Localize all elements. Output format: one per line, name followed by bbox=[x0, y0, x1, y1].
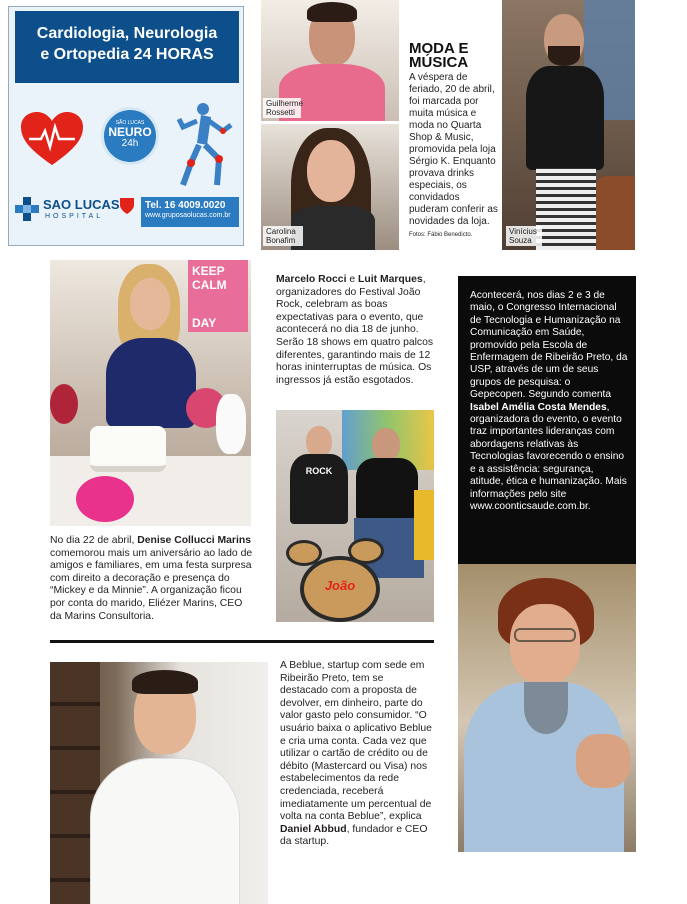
yellow-chair bbox=[414, 490, 434, 560]
ad-headline-line2: e Ortopedia 24 HORAS bbox=[40, 46, 214, 63]
man-hair bbox=[132, 670, 198, 694]
man-hair bbox=[307, 2, 357, 22]
moda-title-line1: MODA E bbox=[409, 40, 469, 57]
photo-guilherme bbox=[261, 0, 399, 121]
section-divider bbox=[50, 640, 434, 643]
glasses bbox=[514, 628, 576, 642]
tom-drum-2 bbox=[348, 538, 384, 564]
ad-website[interactable]: www.gruposaolucas.com.br bbox=[145, 212, 231, 219]
neuro-hours-label: 24h bbox=[121, 138, 139, 149]
shield-icon bbox=[119, 197, 135, 215]
hospital-brand-name: SAO LUCAS bbox=[43, 197, 120, 212]
armchair bbox=[596, 176, 635, 250]
man-left-shirt bbox=[290, 454, 348, 524]
rock-name-2: Luit Marques bbox=[358, 274, 423, 285]
birthday-cake bbox=[90, 426, 166, 472]
moda-title-line2: MÚSICA bbox=[409, 54, 469, 71]
caption-guilherme: Guilherme Rossetti bbox=[263, 98, 301, 118]
black-shirt bbox=[526, 66, 604, 170]
photo-credit: Fotos: Fábio Benedicto. bbox=[409, 232, 473, 238]
woman-face bbox=[130, 278, 170, 330]
hospital-logo-icon bbox=[15, 197, 39, 221]
photo-vinicius bbox=[502, 0, 635, 250]
woman-face bbox=[510, 604, 580, 684]
keep-calm-sign-text-2: DAY bbox=[192, 316, 217, 330]
rock-text: , organizadores do Festival João Rock, celebram as boas expectativas para o evento, que acontecerá no dia 18 de junho. Serão 18 shows em quatro palcos diferentes, garantindo mais de 12 horas ininterruptas de música. Os ingressos já estão esgotados. bbox=[276, 274, 434, 386]
congresso-article bbox=[470, 290, 628, 513]
gesturing-hand bbox=[576, 734, 630, 788]
beblue-article bbox=[280, 660, 434, 849]
man-right-head bbox=[372, 428, 400, 462]
keep-calm-sign bbox=[188, 260, 248, 332]
bass-drum bbox=[300, 556, 380, 622]
congresso-box bbox=[458, 276, 636, 564]
man-right-shirt bbox=[356, 458, 418, 520]
neuro-small-label: SÃO LUCAS bbox=[115, 120, 145, 126]
photo-denise-party bbox=[50, 260, 251, 526]
woman-dress bbox=[291, 206, 375, 250]
congresso-text-2: , organizadora do evento, o evento traz importantes lideranças com abordagens relativas às Tecnologias favorecendo o ensino e a assistência: segurança, atitude, ética e humanização. Mais informações pelo site www.coonticsaude.com.br. bbox=[470, 401, 627, 512]
neuro-badge bbox=[101, 107, 159, 165]
rock-name-1: Marcelo Rocci bbox=[276, 274, 347, 285]
red-flowers-left bbox=[50, 384, 78, 424]
bunny-toy bbox=[216, 394, 246, 454]
hospital-ad[interactable] bbox=[8, 6, 244, 246]
beblue-name: Daniel Abbud bbox=[280, 823, 347, 835]
necklace bbox=[524, 682, 568, 734]
caption-vinicius: Vinícius Souza bbox=[506, 226, 542, 246]
hospital-brand-sub: HOSPITAL bbox=[45, 213, 104, 220]
congresso-name: Isabel Amélia Costa Mendes bbox=[470, 401, 607, 413]
beblue-text-1: A Beblue, startup com sede em Ribeirão Preto, tem se destacado com a proposta de devolver, em dinheiro, parte do valor gasto pelo consumidor. “O usuário baixa o aplicativo Beblue e cria uma conta. Cada vez que utilizar o cartão de crédito ou de débito (Mastercard ou Visa) nos estabelecimentos da rede credenciada, receberá imediatamente um percentual de volta na conta Beblue”, explica bbox=[280, 660, 432, 823]
denise-article bbox=[50, 535, 254, 623]
denise-text-pre: No dia 22 de abril, bbox=[50, 535, 135, 546]
congresso-text-1: Acontecerá, nos dias 2 e 3 de maio, o Congresso Internacional de Tecnologia e Humanização na Comunicação em Saúde, promovido pela Escola de Enfermagem de Ribeirão Preto, da USP, através de um de seus grupos de pesquisa: o Gepecopen. Segundo comenta bbox=[470, 290, 628, 401]
ad-phone[interactable]: Tel. 16 4009.0020 bbox=[145, 200, 226, 211]
man-beard bbox=[548, 46, 580, 66]
beblue-text-2: , fundador e CEO da startup. bbox=[280, 823, 428, 848]
pink-poodle-toy bbox=[76, 476, 134, 522]
white-shirt bbox=[90, 758, 240, 904]
ad-headline-line1: Cardiologia, Neurologia bbox=[36, 25, 218, 42]
hospital-logo bbox=[15, 193, 135, 227]
denise-text-post: comemorou mais um aniversário ao lado de amigos e familiares, em uma festa surpresa com direito a decoração e presença do “Mickey e da Minnie”. A organização ficou por conta do marido, Eliézer Marins, CEO da Marins Consultoria. bbox=[50, 547, 253, 622]
photo-rock-organizers bbox=[276, 410, 434, 622]
running-skeleton-icon bbox=[177, 101, 235, 191]
heart-icon bbox=[19, 111, 85, 167]
photo-carolina bbox=[261, 124, 399, 250]
woman-face bbox=[307, 140, 355, 202]
denise-name: Denise Collucci Marins bbox=[137, 535, 251, 546]
striped-pants bbox=[536, 168, 596, 250]
ad-contact-box[interactable] bbox=[141, 197, 239, 227]
navy-blouse bbox=[106, 338, 196, 428]
rock-article bbox=[276, 274, 446, 387]
drum-kit bbox=[286, 540, 390, 622]
ad-header bbox=[15, 11, 239, 83]
neuro-label: NEURO bbox=[108, 125, 152, 139]
moda-title bbox=[409, 42, 468, 70]
caption-carolina: Carolina Bonafim bbox=[263, 226, 303, 246]
photo-daniel bbox=[50, 662, 268, 904]
rock-conjunction: e bbox=[349, 274, 356, 285]
moda-text: A véspera de feriado, 20 de abril, foi marcada por muita música e moda no Quarta Shop & Music, promovida pela loja Sérgio K. Enquanto provava drinks especiais, os convidados puderam conferir as novidades da loja. bbox=[409, 72, 498, 227]
rock-shirt-text: ROCK bbox=[305, 466, 333, 476]
moda-article bbox=[409, 72, 499, 241]
keep-calm-sign-text: KEEP CALM bbox=[192, 264, 227, 292]
tom-drum bbox=[286, 540, 322, 566]
drum-logo: João bbox=[324, 578, 356, 593]
photo-isabel bbox=[458, 564, 636, 852]
